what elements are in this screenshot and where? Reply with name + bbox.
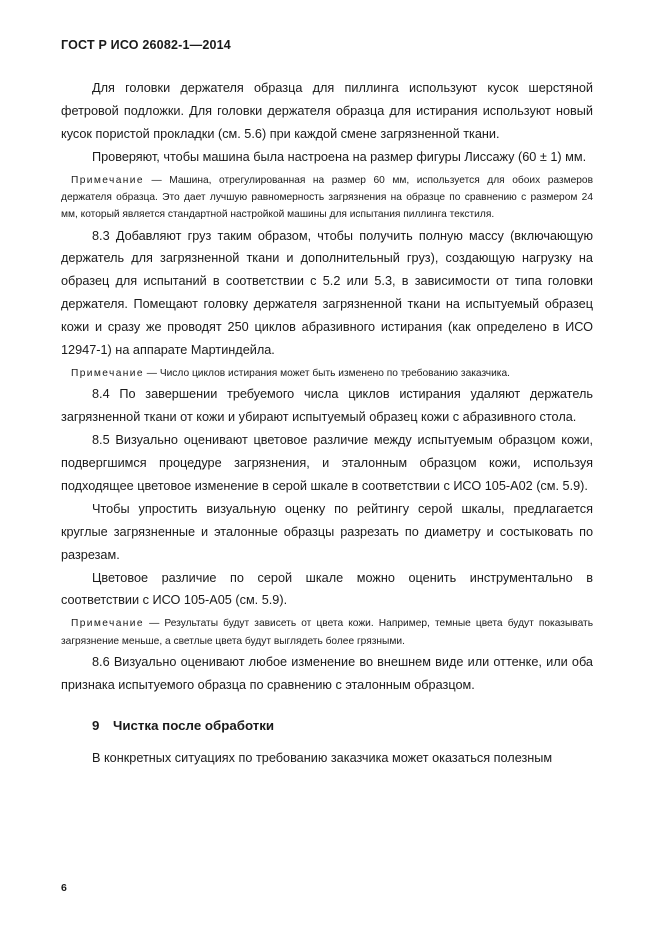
section-title: Чистка после обработки — [113, 717, 275, 733]
paragraph-grey-scale-cutting: Чтобы упростить визуальную оценку по рейтингу серой шкалы, предлагается круглые загрязненные и эталонные образцы разрезать по диаметру и состыковать по разрезам. — [61, 501, 593, 562]
note-label: Примечание — [71, 367, 144, 379]
note-label: Примечание — [71, 174, 144, 186]
page-body — [61, 77, 593, 770]
paragraph-lissajous: Проверяют, чтобы машина была настроена на размер фигуры Лиссажу (60 ± 1) мм. — [92, 149, 587, 164]
note-cycles — [61, 365, 593, 382]
paragraph-8-6: 8.6 Визуально оценивают любое изменение во внешнем виде или оттенке, или оба признака испытуемого образца по сравнению с эталонным образцом. — [61, 654, 593, 692]
note-label: Примечание — [71, 618, 144, 630]
paragraph-8-5: 8.5 Визуально оценивают цветовое различие между испытуемым образцом кожи, подвергшимся процедуре загрязнения, и эталонным образцом кожи, используя подходящее цветовое изменение в серой шкале в соответствии с ИСО 105-A02 (см. 5.9). — [61, 433, 593, 493]
section-number: 9 — [92, 717, 100, 733]
note-text: — Машина, отрегулированная на размер 60 мм, используется для обоих размеров держателя образца. Это дает лучшую равномерность загрязнения на образце по сравнению с размером 24 мм, который является стандартной настройкой машины для испытания пиллинга текстиля. — [61, 174, 593, 221]
paragraph-8-3: 8.3 Добавляют груз таким образом, чтобы получить полную массу (включающую держатель для загрязненной ткани и дополнительный груз), создающую нагрузку на образец для испытаний в соответствии с 5.2 или 5.3, в зависимости от типа головки держателя. Помещают головку держателя загрязненной ткани на испытуемый образец кожи и сразу же проводят 250 циклов абразивного истирания (как определено в ИСО 12947-1) на аппарате Мартиндейла. — [61, 228, 593, 358]
document-header: ГОСТ Р ИСО 26082-1—2014 — [61, 38, 231, 52]
note-leather-color — [61, 615, 593, 650]
page-number: 6 — [61, 882, 67, 894]
paragraph-section-9-intro: В конкретных ситуациях по требованию заказчика может оказаться полезным — [92, 750, 553, 765]
note-machine-setting — [61, 172, 593, 224]
note-text: — Результаты будут зависеть от цвета кожи. Например, темные цвета будут показывать загрязнение меньше, а светлые цвета будут выглядеть более грязными. — [61, 618, 593, 647]
note-text: — Число циклов истирания может быть изменено по требованию заказчика. — [143, 367, 510, 379]
paragraph-8-4: 8.4 По завершении требуемого числа циклов истирания удаляют держатель загрязненной ткани от кожи и убирают испытуемый образец кожи с абразивного стола. — [61, 387, 593, 425]
paragraph-holder-heads: Для головки держателя образца для пиллинга используют кусок шерстяной фетровой подложки. Для головки держателя образца для истирания используют новый кусок пористой прокладки (см. 5.6) при каждой смене загрязненной ткани. — [61, 81, 593, 141]
paragraph-instrumental: Цветовое различие по серой шкале можно оценить инструментально в соответствии с ИСО 105-A05 (см. 5.9). — [61, 570, 593, 608]
section-heading-9 — [61, 715, 593, 737]
